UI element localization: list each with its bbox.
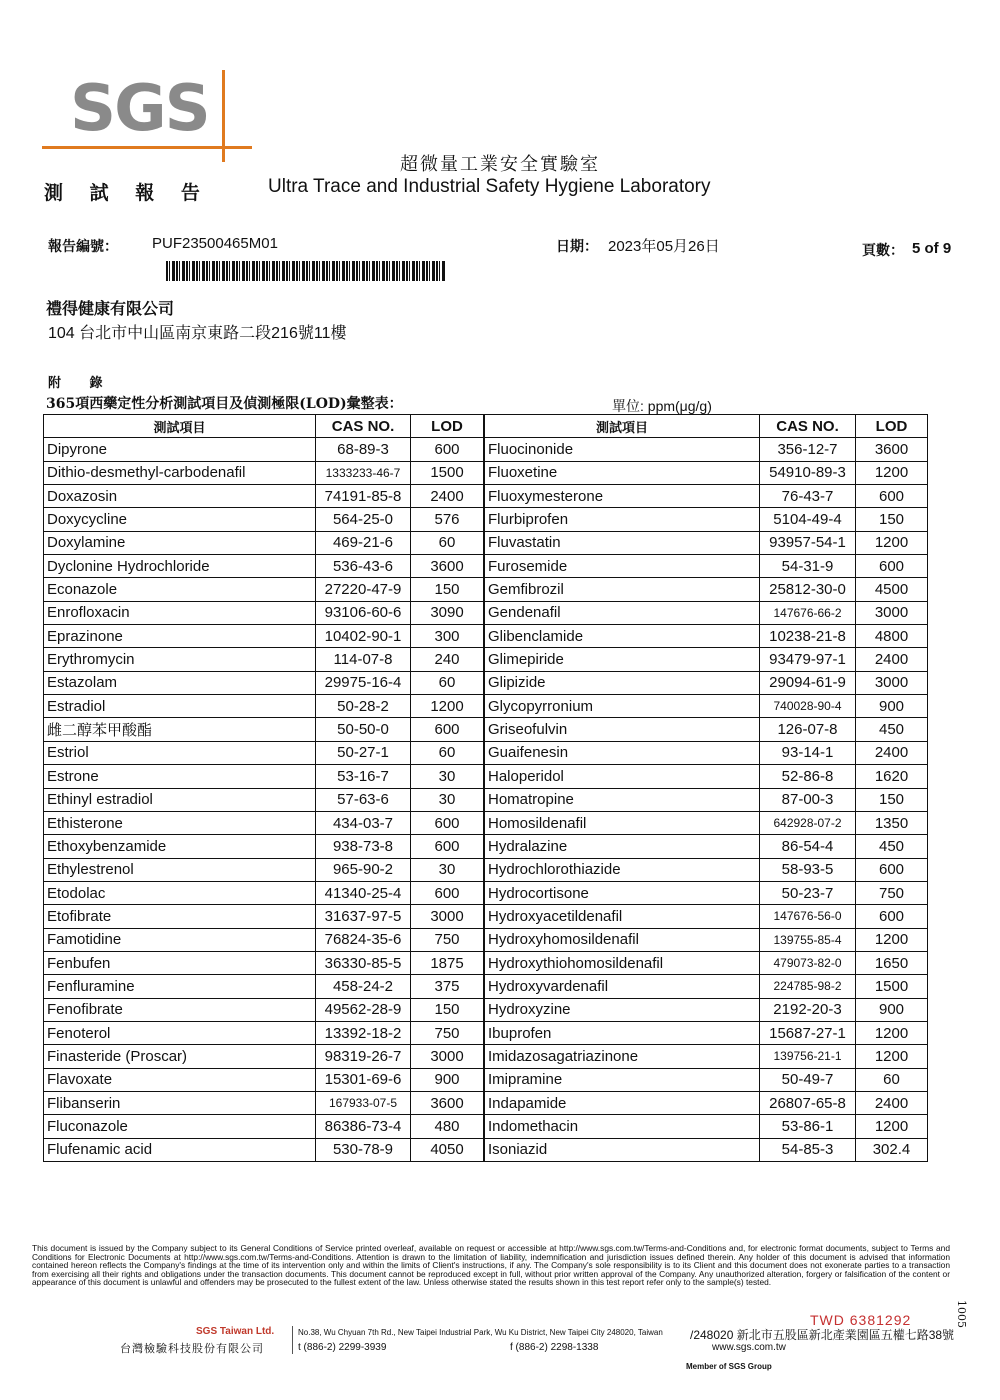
cell-cas-no: 1333233-46-7: [316, 461, 411, 484]
footer-member-label: Member of SGS Group: [686, 1362, 772, 1371]
cell-lod: 900: [856, 695, 928, 718]
cell-test-item: Homatropine: [485, 788, 760, 811]
cell-cas-no: 10402-90-1: [316, 625, 411, 648]
cell-test-item: Glimepiride: [485, 648, 760, 671]
cell-lod: 3000: [856, 671, 928, 694]
cell-test-item: Fenfluramine: [44, 975, 316, 998]
cell-test-item: Fluoxymesterone: [485, 485, 760, 508]
cell-test-item: Ethinyl estradiol: [44, 788, 316, 811]
cell-cas-no: 29094-61-9: [760, 671, 856, 694]
cell-test-item: Etofibrate: [44, 905, 316, 928]
cell-cas-no: 50-27-1: [316, 741, 411, 764]
table-row: [44, 508, 484, 531]
cell-test-item: Imipramine: [485, 1068, 760, 1091]
cell-lod: 1500: [856, 975, 928, 998]
cell-lod: 750: [411, 1021, 484, 1044]
table-row: [44, 741, 484, 764]
cell-cas-no: 642928-07-2: [760, 811, 856, 834]
cell-cas-no: 31637-97-5: [316, 905, 411, 928]
cell-cas-no: 224785-98-2: [760, 975, 856, 998]
cell-lod: 480: [411, 1115, 484, 1138]
table-row: [485, 998, 928, 1021]
footer-telephone: t (886-2) 2299-3939: [298, 1342, 387, 1353]
cell-test-item: Fluvastatin: [485, 531, 760, 554]
cell-test-item: Hydroxythiohomosildenafil: [485, 951, 760, 974]
cell-test-item: Ibuprofen: [485, 1021, 760, 1044]
cell-test-item: Doxazosin: [44, 485, 316, 508]
cell-lod: 60: [856, 1068, 928, 1091]
cell-cas-no: 86386-73-4: [316, 1115, 411, 1138]
cell-lod: 375: [411, 975, 484, 998]
table-row: [485, 1021, 928, 1044]
cell-test-item: Etodolac: [44, 881, 316, 904]
cell-lod: 30: [411, 765, 484, 788]
cell-lod: 3600: [411, 1091, 484, 1114]
table-row: [44, 811, 484, 834]
cell-cas-no: 76-43-7: [760, 485, 856, 508]
cell-lod: 3000: [411, 1045, 484, 1068]
cell-test-item: Gemfibrozil: [485, 578, 760, 601]
cell-cas-no: 29975-16-4: [316, 671, 411, 694]
table-row: [44, 578, 484, 601]
cell-cas-no: 13392-18-2: [316, 1021, 411, 1044]
table-row: [44, 438, 484, 461]
table-row: [485, 858, 928, 881]
table-row: [44, 1138, 484, 1161]
table-row: [485, 905, 928, 928]
table-row: [485, 811, 928, 834]
cell-test-item: Hydroxyzine: [485, 998, 760, 1021]
table-row: [485, 951, 928, 974]
footer-website: www.sgs.com.tw: [712, 1342, 786, 1353]
cell-cas-no: 87-00-3: [760, 788, 856, 811]
table-row: [44, 1021, 484, 1044]
cell-lod: 600: [411, 835, 484, 858]
cell-cas-no: 26807-65-8: [760, 1091, 856, 1114]
cell-lod: 600: [856, 555, 928, 578]
cell-lod: 1200: [856, 461, 928, 484]
header-cas-no: CAS NO.: [760, 415, 856, 438]
cell-test-item: Dithio-desmethyl-carbodenafil: [44, 461, 316, 484]
cell-test-item: Glibenclamide: [485, 625, 760, 648]
footer-fax: f (886-2) 2298-1338: [510, 1342, 599, 1353]
table-row: [44, 858, 484, 881]
table-row: [44, 601, 484, 624]
cell-lod: 150: [411, 578, 484, 601]
table-row: [44, 671, 484, 694]
table-row: [485, 461, 928, 484]
cell-cas-no: 52-86-8: [760, 765, 856, 788]
cell-lod: 1500: [411, 461, 484, 484]
table-row: [44, 531, 484, 554]
cell-test-item: Guaifenesin: [485, 741, 760, 764]
cell-lod: 60: [411, 741, 484, 764]
cell-cas-no: 147676-66-2: [760, 601, 856, 624]
table-row: [485, 601, 928, 624]
cell-lod: 2400: [856, 1091, 928, 1114]
cell-test-item: Eprazinone: [44, 625, 316, 648]
lod-table-right-body: [485, 438, 928, 1162]
table-header-row: [485, 415, 928, 438]
cell-lod: 2400: [856, 648, 928, 671]
logo-orange-rule-vertical: [222, 70, 225, 162]
cell-cas-no: 74191-85-8: [316, 485, 411, 508]
cell-test-item: Indapamide: [485, 1091, 760, 1114]
table-row: [485, 741, 928, 764]
cell-cas-no: 139756-21-1: [760, 1045, 856, 1068]
cell-cas-no: 15687-27-1: [760, 1021, 856, 1044]
cell-test-item: Fluocinonide: [485, 438, 760, 461]
cell-lod: 3600: [411, 555, 484, 578]
cell-lod: 600: [856, 858, 928, 881]
table-row: [44, 998, 484, 1021]
cell-cas-no: 86-54-4: [760, 835, 856, 858]
cell-cas-no: 126-07-8: [760, 718, 856, 741]
cell-test-item: Hydroxyhomosildenafil: [485, 928, 760, 951]
cell-test-item: Erythromycin: [44, 648, 316, 671]
cell-test-item: Hydrocortisone: [485, 881, 760, 904]
cell-lod: 3090: [411, 601, 484, 624]
cell-cas-no: 53-16-7: [316, 765, 411, 788]
cell-lod: 4800: [856, 625, 928, 648]
lod-table-left-body: [44, 438, 484, 1162]
table-row: [485, 1115, 928, 1138]
cell-test-item: Ethylestrenol: [44, 858, 316, 881]
cell-test-item: Flurbiprofen: [485, 508, 760, 531]
cell-test-item: Econazole: [44, 578, 316, 601]
cell-test-item: Estriol: [44, 741, 316, 764]
cell-test-item: Haloperidol: [485, 765, 760, 788]
cell-lod: 2400: [411, 485, 484, 508]
cell-test-item: Enrofloxacin: [44, 601, 316, 624]
table-row: [44, 1045, 484, 1068]
cell-lod: 1650: [856, 951, 928, 974]
header-cas-no: CAS NO.: [316, 415, 411, 438]
table-row: [44, 1115, 484, 1138]
lab-name-zh: 超微量工業安全實驗室: [400, 154, 600, 175]
cell-cas-no: 93957-54-1: [760, 531, 856, 554]
header-lod: LOD: [856, 415, 928, 438]
cell-test-item: Imidazosagatriazinone: [485, 1045, 760, 1068]
cell-lod: 600: [411, 438, 484, 461]
table-row: [485, 881, 928, 904]
cell-test-item: Hydrochlorothiazide: [485, 858, 760, 881]
cell-cas-no: 356-12-7: [760, 438, 856, 461]
cell-lod: 750: [411, 928, 484, 951]
cell-lod: 2400: [856, 741, 928, 764]
table-row: [485, 485, 928, 508]
appendix-label: 附 錄: [48, 376, 115, 391]
cell-cas-no: 54-85-3: [760, 1138, 856, 1161]
cell-cas-no: 2192-20-3: [760, 998, 856, 1021]
cell-lod: 600: [411, 811, 484, 834]
cell-lod: 600: [856, 905, 928, 928]
cell-cas-no: 50-50-0: [316, 718, 411, 741]
table-row: [485, 578, 928, 601]
serial-number: TWD 6381292: [810, 1312, 912, 1328]
cell-cas-no: 36330-85-5: [316, 951, 411, 974]
cell-lod: 900: [856, 998, 928, 1021]
sgs-logo-text: SGS: [70, 72, 209, 146]
table-row: [485, 508, 928, 531]
cell-lod: 4500: [856, 578, 928, 601]
cell-lod: 600: [411, 881, 484, 904]
cell-cas-no: 167933-07-5: [316, 1091, 411, 1114]
cell-cas-no: 10238-21-8: [760, 625, 856, 648]
header-test-item: 測試項目: [485, 415, 760, 438]
table-row: [44, 1091, 484, 1114]
cell-lod: 150: [856, 508, 928, 531]
table-row: [44, 695, 484, 718]
footer-company-zh: 台灣檢驗科技股份有限公司: [120, 1342, 264, 1355]
cell-lod: 3600: [856, 438, 928, 461]
cell-lod: 1200: [856, 1021, 928, 1044]
cell-cas-no: 147676-56-0: [760, 905, 856, 928]
cell-lod: 1200: [856, 1045, 928, 1068]
legal-disclaimer: This document is issued by the Company subject to its General Conditions of Service printed overleaf, available on request or accessible at http://www.sgs.com.tw/Terms-and-Conditions and, for electronic format documents, subject to Terms and Conditions for Electronic Documents at http://www.sgs.com.tw/Terms-and-Conditions. Attention is drawn to the limitation of liability, indemnification and jurisdiction issues defined therein. Any holder of this document is advised that information contained hereon reflects the Company's findings at the time of its intervention only and within the limits of Client's instructions, if any. The Company's sole responsibility is to its Client and this document does not exonerate parties to a transaction from exercising all their rights and obligations under the transaction documents. This document cannot be reproduced except in full, without prior written approval of the Company. Any unauthorized alteration, forgery or falsification of the content or appearance of this document is unlawful and offenders may be prosecuted to the fullest extent of the law. Unless otherwise stated the results shown in this test report refer only to the sample(s) tested.: [32, 1243, 950, 1288]
table-row: [485, 928, 928, 951]
cell-lod: 300: [411, 625, 484, 648]
table-header-row: [44, 415, 484, 438]
cell-test-item: Gendenafil: [485, 601, 760, 624]
cell-test-item: Doxylamine: [44, 531, 316, 554]
footer-company-en: SGS Taiwan Ltd.: [196, 1326, 275, 1337]
cell-lod: 450: [856, 835, 928, 858]
cell-lod: 1200: [856, 1115, 928, 1138]
cell-test-item: Flavoxate: [44, 1068, 316, 1091]
cell-cas-no: 98319-26-7: [316, 1045, 411, 1068]
unit-label: 單位: ppm(μg/g): [612, 398, 712, 414]
cell-lod: 3000: [856, 601, 928, 624]
cell-cas-no: 93106-60-6: [316, 601, 411, 624]
table-row: [485, 1138, 928, 1161]
table-row: [44, 928, 484, 951]
table-row: [44, 485, 484, 508]
table-row: [44, 555, 484, 578]
cell-lod: 240: [411, 648, 484, 671]
client-name: 禮得健康有限公司: [46, 299, 175, 318]
cell-cas-no: 93479-97-1: [760, 648, 856, 671]
table-row: [485, 1045, 928, 1068]
table-row: [485, 671, 928, 694]
cell-cas-no: 536-43-6: [316, 555, 411, 578]
cell-lod: 1875: [411, 951, 484, 974]
cell-lod: 450: [856, 718, 928, 741]
cell-lod: 3000: [411, 905, 484, 928]
cell-lod: 900: [411, 1068, 484, 1091]
table-row: [485, 648, 928, 671]
lod-table-right: [484, 414, 928, 1162]
cell-lod: 750: [856, 881, 928, 904]
cell-cas-no: 469-21-6: [316, 531, 411, 554]
table-row: [485, 765, 928, 788]
cell-cas-no: 564-25-0: [316, 508, 411, 531]
header-lod: LOD: [411, 415, 484, 438]
cell-cas-no: 25812-30-0: [760, 578, 856, 601]
cell-test-item: Doxycycline: [44, 508, 316, 531]
cell-cas-no: 50-23-7: [760, 881, 856, 904]
cell-cas-no: 50-49-7: [760, 1068, 856, 1091]
cell-cas-no: 50-28-2: [316, 695, 411, 718]
report-no: PUF23500465M01: [152, 235, 278, 252]
cell-lod: 1200: [856, 531, 928, 554]
cell-test-item: Dyclonine Hydrochloride: [44, 555, 316, 578]
cell-cas-no: 434-03-7: [316, 811, 411, 834]
table-row: [44, 1068, 484, 1091]
cell-cas-no: 49562-28-9: [316, 998, 411, 1021]
cell-lod: 1200: [856, 928, 928, 951]
sgs-logo: [42, 66, 252, 162]
cell-cas-no: 54-31-9: [760, 555, 856, 578]
table-row: [485, 625, 928, 648]
cell-cas-no: 740028-90-4: [760, 695, 856, 718]
cell-test-item: Flufenamic acid: [44, 1138, 316, 1161]
cell-test-item: Ethoxybenzamide: [44, 835, 316, 858]
cell-test-item: Fenoterol: [44, 1021, 316, 1044]
table-row: [485, 438, 928, 461]
cell-cas-no: 68-89-3: [316, 438, 411, 461]
cell-test-item: Flibanserin: [44, 1091, 316, 1114]
table-row: [485, 1091, 928, 1114]
table-row: [44, 718, 484, 741]
cell-cas-no: 965-90-2: [316, 858, 411, 881]
cell-lod: 30: [411, 858, 484, 881]
cell-cas-no: 530-78-9: [316, 1138, 411, 1161]
cell-lod: 150: [411, 998, 484, 1021]
cell-test-item: Indomethacin: [485, 1115, 760, 1138]
cell-cas-no: 139755-85-4: [760, 928, 856, 951]
date-label: 日期：: [556, 239, 598, 255]
cell-lod: 1200: [411, 695, 484, 718]
cell-cas-no: 93-14-1: [760, 741, 856, 764]
cell-test-item: Dipyrone: [44, 438, 316, 461]
table-row: [485, 788, 928, 811]
cell-lod: 60: [411, 671, 484, 694]
cell-test-item: Fenofibrate: [44, 998, 316, 1021]
logo-orange-rule-horizontal: [42, 146, 252, 149]
cell-lod: 60: [411, 531, 484, 554]
table-caption: 365項西藥定性分析測試項目及偵測極限(LOD)彙整表：: [46, 393, 403, 415]
table-row: [485, 695, 928, 718]
table-row: [44, 625, 484, 648]
cell-test-item: Finasteride (Proscar): [44, 1045, 316, 1068]
cell-cas-no: 114-07-8: [316, 648, 411, 671]
cell-cas-no: 41340-25-4: [316, 881, 411, 904]
table-row: [44, 975, 484, 998]
report-barcode: [166, 261, 446, 281]
cell-test-item: Fenbufen: [44, 951, 316, 974]
cell-lod: 600: [411, 718, 484, 741]
page-number: 5 of 9: [912, 240, 952, 257]
cell-cas-no: 54910-89-3: [760, 461, 856, 484]
cell-test-item: Furosemide: [485, 555, 760, 578]
table-row: [485, 555, 928, 578]
cell-test-item: Glipizide: [485, 671, 760, 694]
cell-cas-no: 27220-47-9: [316, 578, 411, 601]
cell-lod: 1350: [856, 811, 928, 834]
table-row: [44, 881, 484, 904]
report-no-label: 報告編號：: [48, 239, 118, 255]
footer-divider: [292, 1326, 293, 1354]
cell-test-item: Glycopyrronium: [485, 695, 760, 718]
table-row: [485, 718, 928, 741]
cell-test-item: Fluconazole: [44, 1115, 316, 1138]
cell-test-item: Homosildenafil: [485, 811, 760, 834]
cell-test-item: Estrone: [44, 765, 316, 788]
report-date: 2023年05月26日: [608, 238, 720, 255]
footer-address-en: No.38, Wu Chyuan 7th Rd., New Taipei Industrial Park, Wu Ku District, New Taipei City 248020, Taiwan: [298, 1328, 663, 1337]
table-row: [44, 648, 484, 671]
header-test-item: 測試項目: [44, 415, 316, 438]
cell-test-item: Hydroxyvardenafil: [485, 975, 760, 998]
table-row: [485, 975, 928, 998]
cell-test-item: Famotidine: [44, 928, 316, 951]
cell-cas-no: 479073-82-0: [760, 951, 856, 974]
table-row: [485, 531, 928, 554]
cell-test-item: Griseofulvin: [485, 718, 760, 741]
side-number: 1005: [955, 1300, 968, 1328]
cell-cas-no: 57-63-6: [316, 788, 411, 811]
cell-test-item: Isoniazid: [485, 1138, 760, 1161]
cell-test-item: Estazolam: [44, 671, 316, 694]
cell-lod: 30: [411, 788, 484, 811]
table-row: [485, 1068, 928, 1091]
cell-lod: 1620: [856, 765, 928, 788]
cell-lod: 150: [856, 788, 928, 811]
cell-cas-no: 5104-49-4: [760, 508, 856, 531]
cell-lod: 576: [411, 508, 484, 531]
lab-name-en: Ultra Trace and Industrial Safety Hygiene Laboratory: [268, 176, 711, 197]
cell-test-item: 雌二醇苯甲酸酯: [44, 718, 316, 741]
cell-cas-no: 458-24-2: [316, 975, 411, 998]
cell-test-item: Ethisterone: [44, 811, 316, 834]
table-row: [44, 788, 484, 811]
table-row: [44, 461, 484, 484]
cell-lod: 4050: [411, 1138, 484, 1161]
cell-lod: 302.4: [856, 1138, 928, 1161]
table-row: [44, 835, 484, 858]
footer-address-zh: /248020 新北市五股區新北產業園區五權七路38號: [690, 1328, 955, 1342]
page-label: 頁數：: [862, 243, 904, 259]
table-row: [485, 835, 928, 858]
cell-cas-no: 58-93-5: [760, 858, 856, 881]
table-row: [44, 765, 484, 788]
cell-cas-no: 53-86-1: [760, 1115, 856, 1138]
cell-cas-no: 938-73-8: [316, 835, 411, 858]
cell-test-item: Hydroxyacetildenafil: [485, 905, 760, 928]
cell-lod: 600: [856, 485, 928, 508]
report-title: 測 試 報 告: [44, 182, 210, 204]
cell-test-item: Fluoxetine: [485, 461, 760, 484]
cell-cas-no: 76824-35-6: [316, 928, 411, 951]
cell-cas-no: 15301-69-6: [316, 1068, 411, 1091]
table-row: [44, 951, 484, 974]
lod-table-left: [43, 414, 484, 1162]
cell-test-item: Estradiol: [44, 695, 316, 718]
table-row: [44, 905, 484, 928]
client-address: 104 台北市中山區南京東路二段216號11樓: [48, 325, 347, 342]
cell-test-item: Hydralazine: [485, 835, 760, 858]
